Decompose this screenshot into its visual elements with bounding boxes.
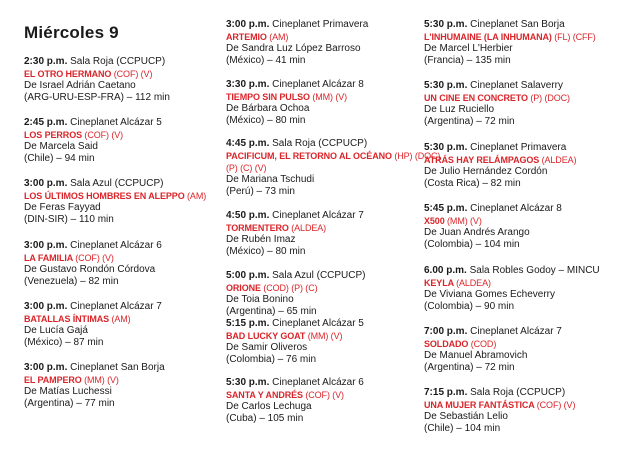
- film-title-line: [226, 389, 402, 401]
- film-director: De Matías Luchessi: [24, 385, 112, 397]
- screening-venue: Cineplanet San Borja: [70, 361, 165, 373]
- film-title: X500: [424, 216, 445, 227]
- film-category-tags-extra-line: [226, 162, 402, 174]
- screening-time: 3:00 p.m.: [24, 239, 68, 251]
- film-title: BATALLAS ÍNTIMAS: [24, 313, 110, 324]
- film-title-line: [424, 215, 624, 227]
- screening-venue: Cineplanet Primavera: [470, 141, 567, 153]
- screening-time-venue: [24, 240, 214, 252]
- screening-time: 5:30 p.m.: [424, 80, 468, 92]
- screening-venue: Sala Robles Godoy – MINCU: [469, 264, 600, 276]
- film-origin-duration: (México) – 80 min: [226, 246, 306, 258]
- screening-entry: [24, 56, 214, 104]
- screening-time: 2:30 p.m.: [24, 56, 68, 67]
- screening-venue: Cineplanet Alcázar 5: [70, 117, 162, 129]
- screening-time: 5:30 p.m.: [424, 19, 468, 30]
- film-title-line: [226, 330, 402, 342]
- film-title-line: [24, 313, 214, 325]
- film-title: EL OTRO HERMANO: [24, 69, 112, 79]
- film-category-tags: (COF) (V): [75, 252, 114, 263]
- film-director: De Marcela Said: [24, 141, 98, 153]
- film-title: EL PAMPERO: [24, 374, 82, 385]
- film-origin-duration: (México) – 87 min: [24, 336, 104, 348]
- film-category-tags: (COF) (V): [113, 69, 153, 79]
- screening-time-venue: [226, 377, 402, 389]
- film-director: De Bárbara Ochoa: [226, 102, 310, 114]
- film-director: De Mariana Tschudi: [226, 174, 315, 186]
- screening-time-venue: [424, 265, 624, 277]
- film-title: ATRÁS HAY RELÁMPAGOS: [424, 154, 540, 165]
- screening-venue: Cineplanet Alcázar 7: [70, 300, 162, 312]
- screening-entry: [226, 210, 402, 258]
- film-category-tags: (MM) (V): [307, 330, 343, 341]
- film-director: De Israel Adrián Caetano: [24, 80, 136, 91]
- film-title-line: [424, 154, 624, 166]
- screening-time: 5:15 p.m.: [226, 317, 270, 329]
- screening-venue: Cineplanet Alcázar 7: [470, 325, 562, 337]
- screening-entry: [226, 377, 402, 425]
- film-director: De Sandra Luz López Barroso: [226, 43, 361, 54]
- screening-entry: [24, 362, 214, 410]
- screening-venue: Sala Azul (CCPUCP): [272, 269, 366, 281]
- film-director: De Juan Andrés Arango: [424, 227, 530, 239]
- film-director: De Sebastián Lelio: [424, 411, 508, 423]
- screening-entry: [424, 203, 624, 251]
- screening-time: 4:45 p.m.: [226, 138, 270, 150]
- film-director: De Julio Hernández Cordón: [424, 165, 548, 177]
- film-origin-duration: (Francia) – 135 min: [424, 55, 511, 66]
- screening-time: 3:00 p.m.: [24, 300, 68, 312]
- screening-entry: [226, 79, 402, 127]
- screening-entry: [24, 117, 214, 165]
- screening-time: 3:30 p.m.: [226, 78, 270, 90]
- screening-time-venue: [424, 326, 624, 338]
- screening-venue: Cineplanet Alcázar 5: [272, 317, 364, 329]
- film-director: De Manuel Abramovich: [424, 349, 528, 361]
- film-origin-duration: (ARG-URU-ESP-FRA) – 112 min: [24, 92, 170, 103]
- film-origin-duration: (Colombia) – 90 min: [424, 300, 515, 312]
- screening-time: 6.00 p.m.: [424, 264, 467, 276]
- film-title-line: [226, 91, 402, 103]
- screening-time: 3:00 p.m.: [24, 178, 68, 190]
- film-director: De Luz Ruciello: [424, 104, 495, 116]
- film-origin-duration: (Cuba) – 105 min: [226, 413, 304, 425]
- screening-time: 5:45 p.m.: [424, 203, 468, 215]
- film-title-line: [424, 31, 624, 43]
- screening-entry: [424, 326, 624, 374]
- film-title-line: [424, 92, 624, 104]
- screening-venue: Cineplanet Alcázar 6: [70, 239, 162, 251]
- film-director: De Feras Fayyad: [24, 202, 101, 214]
- screening-time: 7:00 p.m.: [424, 325, 468, 337]
- film-category-tags: (COD) (P) (C): [263, 282, 318, 293]
- film-title-line: [24, 374, 214, 386]
- film-origin-duration: (Argentina) – 65 min: [226, 305, 317, 317]
- screening-time-venue: [24, 301, 214, 313]
- screening-time: 2:45 p.m.: [24, 117, 68, 129]
- screening-entry: [226, 318, 402, 366]
- film-origin-duration: (Chile) – 94 min: [24, 153, 95, 165]
- screening-time: 4:50 p.m.: [226, 210, 270, 222]
- screening-time-venue: [24, 362, 214, 374]
- screening-time-venue: [226, 19, 402, 31]
- film-origin-duration: (Argentina) – 72 min: [424, 361, 515, 373]
- film-title-line: [226, 150, 441, 162]
- film-title-line: [226, 222, 402, 234]
- film-title-line: [424, 338, 624, 350]
- film-category-tags: (AM): [187, 191, 207, 202]
- screening-entry: [226, 270, 402, 318]
- screening-venue: Sala Azul (CCPUCP): [70, 178, 164, 190]
- screening-entry: [24, 301, 214, 349]
- screening-time: 3:00 p.m.: [226, 19, 270, 30]
- screening-entry: [424, 142, 624, 190]
- screening-venue: Cineplanet Alcázar 8: [272, 78, 364, 90]
- film-origin-duration: (México) – 41 min: [226, 55, 306, 66]
- film-origin-duration: (Chile) – 104 min: [424, 423, 501, 435]
- film-title: PACIFICUM, EL RETORNO AL OCÉANO: [226, 151, 392, 162]
- film-title-line: [226, 31, 402, 43]
- film-category-tags: (MM) (V): [84, 374, 119, 385]
- film-origin-duration: (DIN-SIR) – 110 min: [24, 214, 114, 226]
- screening-time-venue: [24, 117, 214, 129]
- film-title: ORIONE: [226, 282, 261, 293]
- screening-time-venue: [424, 203, 624, 215]
- film-category-tags: (ALDEA): [456, 277, 491, 288]
- screening-time: 5:30 p.m.: [226, 377, 270, 389]
- film-title-line: [424, 277, 624, 289]
- screening-entry: [424, 19, 624, 67]
- film-title-line: [24, 129, 214, 141]
- screening-venue: Cineplanet Salaverry: [470, 80, 563, 92]
- film-category-tags: (MM) (V): [447, 216, 482, 227]
- film-director: De Carlos Lechuga: [226, 401, 312, 413]
- screening-time: 5:00 p.m.: [226, 269, 270, 281]
- screening-time-venue: [424, 19, 624, 31]
- film-title: LOS ÚLTIMOS HOMBRES EN ALEPPO: [24, 191, 185, 202]
- film-category-tags: (ALDEA): [291, 223, 327, 234]
- screening-entry: [24, 240, 214, 288]
- film-title-line: [24, 68, 214, 80]
- screening-time-venue: [226, 79, 402, 91]
- film-category-tags: (COD): [470, 338, 497, 349]
- screening-entry: [226, 19, 402, 67]
- screening-time: 7:15 p.m.: [424, 387, 468, 399]
- film-origin-duration: (Colombia) – 76 min: [226, 353, 317, 365]
- film-director: De Toia Bonino: [226, 293, 294, 305]
- film-origin-duration: (Argentina) – 72 min: [424, 116, 515, 128]
- screening-time-venue: [24, 56, 214, 68]
- film-title: KEYLA: [424, 277, 454, 288]
- screening-time-venue: [226, 210, 402, 222]
- screening-time-venue: [226, 138, 402, 150]
- film-category-tags: (P) (DOC): [530, 93, 570, 104]
- film-origin-duration: (Argentina) – 77 min: [24, 397, 115, 409]
- screening-venue: Cineplanet San Borja: [470, 19, 565, 30]
- film-origin-duration: (Colombia) – 104 min: [424, 239, 520, 251]
- film-title: SANTA Y ANDRÉS: [226, 390, 303, 401]
- film-title-line: [24, 252, 214, 264]
- film-title: SOLDADO: [424, 338, 469, 349]
- screening-entry: [226, 138, 441, 198]
- film-title: UN CINE EN CONCRETO: [424, 93, 528, 104]
- film-origin-duration: (Venezuela) – 82 min: [24, 275, 119, 287]
- film-director: De Gustavo Rondón Córdova: [24, 263, 156, 275]
- film-title-line: [424, 399, 624, 411]
- screening-entry: [424, 387, 624, 435]
- screening-time-venue: [424, 142, 624, 154]
- film-director: De Viviana Gomes Echeverry: [424, 288, 555, 300]
- film-category-tags: (ALDEA): [541, 154, 577, 165]
- film-title-line: [24, 190, 214, 202]
- day-title: Miércoles 9: [24, 23, 119, 42]
- film-origin-duration: (Costa Rica) – 82 min: [424, 177, 521, 189]
- film-director: De Samir Oliveros: [226, 341, 308, 353]
- screening-time-venue: [226, 270, 402, 282]
- film-director: De Lucía Gajá: [24, 324, 88, 336]
- screening-venue: Cineplanet Alcázar 8: [470, 203, 562, 215]
- screening-time: 3:00 p.m.: [24, 361, 68, 373]
- screening-entry: [24, 178, 214, 226]
- screening-entry: [424, 80, 624, 128]
- film-category-tags: (FL) (CFF): [554, 32, 596, 42]
- film-category-tags: (HP) (DOC): [394, 151, 441, 162]
- film-category-tags: (AM): [269, 32, 289, 42]
- film-category-tags: (COF) (V): [305, 390, 344, 401]
- screening-venue: Sala Roja (CCPUCP): [272, 138, 368, 150]
- film-category-tags: (COF) (V): [84, 130, 124, 141]
- screening-venue: Sala Roja (CCPUCP): [70, 56, 166, 67]
- screening-venue: Sala Roja (CCPUCP): [470, 387, 566, 399]
- film-title: ARTEMIO: [226, 32, 267, 42]
- film-title: LA FAMILIA: [24, 252, 73, 263]
- film-title-line: [226, 282, 402, 294]
- schedule-column-3: [424, 19, 624, 449]
- film-origin-duration: (México) – 80 min: [226, 114, 306, 126]
- film-category-tags: (MM) (V): [312, 91, 348, 102]
- film-title: UNA MUJER FANTÁSTICA: [424, 400, 535, 411]
- film-title: BAD LUCKY GOAT: [226, 330, 306, 341]
- film-director: De Rubén Imaz: [226, 234, 296, 246]
- film-category-tags: (AM): [111, 313, 131, 324]
- screening-entry: [424, 265, 624, 313]
- film-category-tags: (COF) (V): [536, 400, 576, 411]
- film-title: TIEMPO SIN PULSO: [226, 91, 310, 102]
- film-origin-duration: (Perú) – 73 min: [226, 186, 295, 198]
- screening-time: 5:30 p.m.: [424, 141, 468, 153]
- screening-venue: Cineplanet Alcázar 6: [272, 377, 364, 389]
- film-title: LOS PERROS: [24, 130, 83, 141]
- film-title: TORMENTERO: [226, 223, 289, 234]
- screening-venue: Cineplanet Primavera: [272, 19, 369, 30]
- screening-time-venue: [24, 178, 214, 190]
- screening-venue: Cineplanet Alcázar 7: [272, 210, 364, 222]
- film-director: De Marcel L'Herbier: [424, 43, 513, 54]
- screening-time-venue: [424, 80, 624, 92]
- screening-time-venue: [424, 387, 624, 399]
- screening-time-venue: [226, 318, 402, 330]
- schedule-column-1: [24, 56, 214, 423]
- film-category-tags: (P) (C) (V): [226, 163, 267, 174]
- film-title: L'INHUMAINE (LA INHUMANA): [424, 32, 552, 42]
